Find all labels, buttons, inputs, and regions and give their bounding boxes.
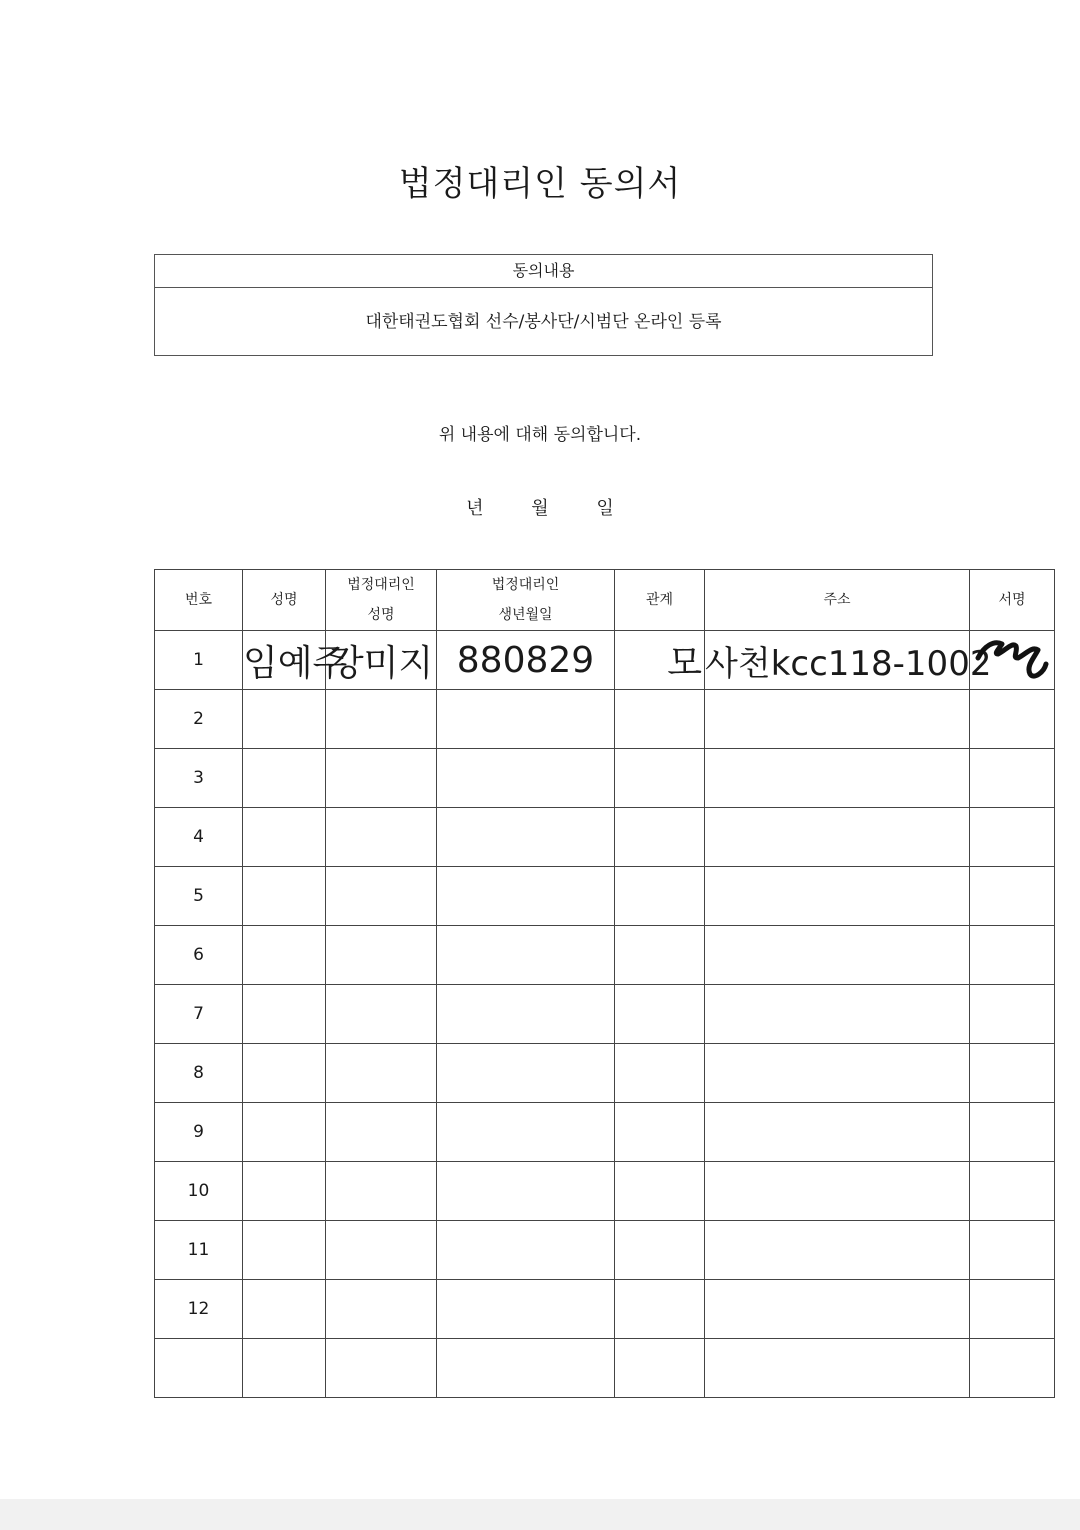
header-guardian-name-line2: 성명: [367, 607, 395, 623]
date-day-label: 일: [596, 498, 614, 519]
cell-signature[interactable]: [970, 1221, 1055, 1280]
cell-signature[interactable]: [970, 1162, 1055, 1221]
cell-no: 5: [155, 867, 243, 926]
cell-signature[interactable]: [970, 1103, 1055, 1162]
cell-signature[interactable]: [970, 926, 1055, 985]
cell-name[interactable]: [243, 1221, 326, 1280]
cell-relation[interactable]: [615, 926, 705, 985]
cell-name[interactable]: [243, 1280, 326, 1339]
cell-address[interactable]: [705, 1162, 970, 1221]
cell-guardian-name[interactable]: [326, 808, 437, 867]
cell-address[interactable]: [705, 808, 970, 867]
cell-relation[interactable]: [615, 808, 705, 867]
table-row: [155, 631, 1055, 690]
stub-cell: [615, 1339, 705, 1398]
table-row: [155, 867, 1055, 926]
cell-guardian-name[interactable]: [326, 1221, 437, 1280]
handwritten-name: 임예주: [243, 642, 348, 684]
header-guardian-name-line1: 법정대리인: [347, 577, 415, 593]
consent-header: 동의내용: [155, 255, 932, 288]
cell-name[interactable]: [243, 808, 326, 867]
cell-guardian-name[interactable]: [326, 690, 437, 749]
cell-guardian-birth[interactable]: [437, 808, 615, 867]
table-row: [155, 1280, 1055, 1339]
cell-guardian-birth[interactable]: [437, 749, 615, 808]
cell-guardian-birth[interactable]: [437, 1221, 615, 1280]
cell-guardian-name[interactable]: [326, 1280, 437, 1339]
stub-cell: [243, 1339, 326, 1398]
cell-guardian-birth[interactable]: [437, 631, 615, 690]
header-guardian-birth: [437, 570, 615, 631]
cell-signature[interactable]: [970, 1044, 1055, 1103]
cell-signature[interactable]: [970, 867, 1055, 926]
cell-guardian-birth[interactable]: [437, 926, 615, 985]
cell-address[interactable]: [705, 1280, 970, 1339]
handwritten-address: 사천kcc118-1002: [705, 643, 992, 684]
cell-relation[interactable]: [615, 690, 705, 749]
document-title: 법정대리인 동의서: [398, 164, 682, 204]
cell-name[interactable]: [243, 985, 326, 1044]
cell-guardian-name[interactable]: [326, 631, 437, 690]
cell-relation[interactable]: [615, 985, 705, 1044]
cell-relation[interactable]: [615, 1280, 705, 1339]
date-line: [0, 494, 1080, 520]
table-row-partial: [155, 1339, 1055, 1398]
consent-content: 대한태권도협회 선수/봉사단/시범단 온라인 등록: [365, 312, 722, 332]
cell-no: 4: [155, 808, 243, 867]
header-guardian-birth-line2: 생년월일: [498, 607, 553, 623]
cell-no: 8: [155, 1044, 243, 1103]
date-year-label: 년: [466, 498, 484, 519]
header-relation: 관계: [615, 570, 705, 631]
cell-guardian-name[interactable]: [326, 985, 437, 1044]
table-row: [155, 1221, 1055, 1280]
cell-signature[interactable]: [970, 1280, 1055, 1339]
consent-box: [154, 254, 933, 356]
cell-guardian-name[interactable]: [326, 1162, 437, 1221]
cell-name[interactable]: [243, 926, 326, 985]
cell-guardian-birth[interactable]: [437, 690, 615, 749]
header-guardian-name: [326, 570, 437, 631]
cell-name[interactable]: [243, 1162, 326, 1221]
cell-address[interactable]: [705, 926, 970, 985]
table-row: [155, 690, 1055, 749]
cell-name[interactable]: [243, 631, 348, 690]
stub-cell: [155, 1339, 243, 1398]
cell-name[interactable]: [243, 690, 326, 749]
table-row: [155, 1103, 1055, 1162]
table-row: [155, 808, 1055, 867]
table-header-row: [155, 570, 1055, 631]
cell-no: 9: [155, 1103, 243, 1162]
cell-guardian-name[interactable]: [326, 926, 437, 985]
cell-relation[interactable]: [615, 631, 705, 690]
cell-guardian-birth[interactable]: [437, 1280, 615, 1339]
cell-address[interactable]: [705, 1044, 970, 1103]
cell-signature[interactable]: [970, 808, 1055, 867]
cell-no: 12: [155, 1280, 243, 1339]
cell-address[interactable]: [705, 1103, 970, 1162]
cell-relation[interactable]: [615, 1044, 705, 1103]
roster-table: [154, 569, 1055, 1398]
cell-address[interactable]: [705, 749, 970, 808]
cell-no: 11: [155, 1221, 243, 1280]
table-row: [155, 926, 1055, 985]
cell-name[interactable]: [243, 867, 326, 926]
cell-name[interactable]: [243, 1044, 326, 1103]
cell-signature[interactable]: [970, 690, 1055, 749]
cell-guardian-name[interactable]: [326, 749, 437, 808]
cell-relation[interactable]: [615, 1162, 705, 1221]
cell-guardian-birth[interactable]: [437, 1044, 615, 1103]
cell-guardian-birth[interactable]: [437, 985, 615, 1044]
cell-address[interactable]: [705, 867, 970, 926]
cell-guardian-birth[interactable]: [437, 1162, 615, 1221]
handwritten-guardian-name: 강미지: [328, 642, 434, 684]
table-row: [155, 749, 1055, 808]
cell-relation[interactable]: [615, 1221, 705, 1280]
cell-signature[interactable]: [970, 985, 1055, 1044]
cell-signature[interactable]: [970, 631, 1055, 690]
stub-cell: [437, 1339, 615, 1398]
cell-guardian-birth[interactable]: [437, 867, 615, 926]
cell-no: 2: [155, 690, 243, 749]
handwritten-relation: 모: [667, 642, 702, 684]
cell-address[interactable]: [705, 631, 992, 690]
cell-address[interactable]: [705, 690, 970, 749]
stub-cell: [326, 1339, 437, 1398]
table-row: [155, 1162, 1055, 1221]
header-name: 성명: [243, 570, 326, 631]
stub-cell: [970, 1339, 1055, 1398]
signature-scribble: [972, 632, 1052, 684]
cell-no: 3: [155, 749, 243, 808]
header-address: 주소: [705, 570, 970, 631]
cell-guardian-birth[interactable]: [437, 1103, 615, 1162]
table-row: [155, 1044, 1055, 1103]
cell-relation[interactable]: [615, 1103, 705, 1162]
table-row: [155, 985, 1055, 1044]
cell-guardian-name[interactable]: [326, 867, 437, 926]
date-month-label: 월: [531, 498, 549, 519]
cell-signature[interactable]: [970, 749, 1055, 808]
cell-no: 6: [155, 926, 243, 985]
header-signature: 서명: [970, 570, 1055, 631]
header-no: 번호: [155, 570, 243, 631]
stub-cell: [705, 1339, 970, 1398]
cell-address[interactable]: [705, 1221, 970, 1280]
cell-guardian-name[interactable]: [326, 1044, 437, 1103]
cell-guardian-name[interactable]: [326, 1103, 437, 1162]
cell-name[interactable]: [243, 1103, 326, 1162]
cell-no: 7: [155, 985, 243, 1044]
agree-statement: 위 내용에 대해 동의합니다.: [438, 425, 642, 445]
handwritten-guardian-birth: 880829: [456, 639, 595, 681]
cell-address[interactable]: [705, 985, 970, 1044]
viewer-footer-bar: [0, 1499, 1080, 1530]
cell-relation[interactable]: [615, 749, 705, 808]
cell-relation[interactable]: [615, 867, 705, 926]
header-guardian-birth-line1: 법정대리인: [491, 577, 560, 593]
cell-no: 10: [155, 1162, 243, 1221]
cell-no: 1: [155, 631, 243, 690]
cell-name[interactable]: [243, 749, 326, 808]
